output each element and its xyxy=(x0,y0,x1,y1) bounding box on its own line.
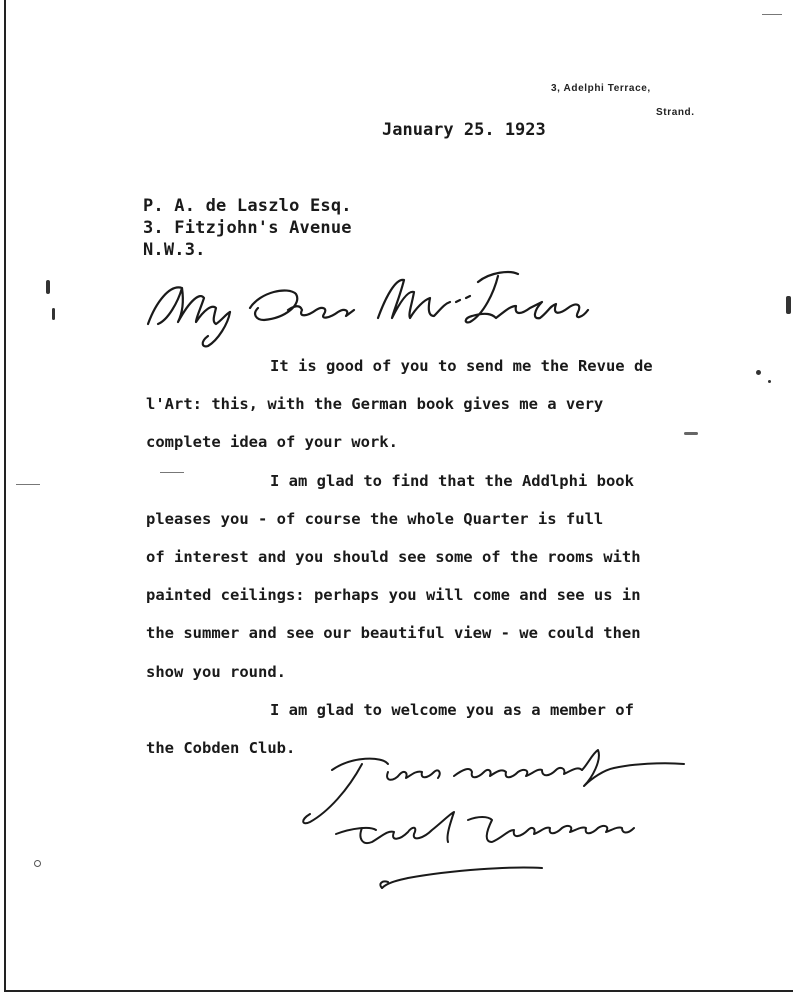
handwritten-signature xyxy=(292,742,712,902)
scan-speck xyxy=(756,370,761,375)
body-line: painted ceilings: perhaps you will come and see us in xyxy=(146,586,641,605)
scan-speck xyxy=(762,14,782,15)
body-line: complete idea of your work. xyxy=(146,433,398,452)
letterhead-address-line: 3, Adelphi Terrace, xyxy=(551,83,651,94)
paragraph xyxy=(146,462,766,691)
scan-speck xyxy=(46,280,50,294)
scan-speck xyxy=(52,308,55,320)
handwritten-salutation xyxy=(138,262,598,352)
recipient-street: 3. Fitzjohn's Avenue xyxy=(143,218,352,238)
recipient-district: N.W.3. xyxy=(143,240,206,260)
body-line: show you round. xyxy=(146,662,286,681)
body-line: of interest and you should see some of the rooms with xyxy=(146,548,641,567)
recipient-name: P. A. de Laszlo Esq. xyxy=(143,196,352,216)
scan-speck xyxy=(16,484,40,485)
scan-speck xyxy=(160,472,184,473)
letter-date: January 25. 1923 xyxy=(382,120,546,140)
body-line: It is good of you to send me the Revue de xyxy=(270,357,653,375)
body-line: the Cobden Club. xyxy=(146,739,296,758)
body-line: I am glad to welcome you as a member of xyxy=(270,700,634,719)
paragraph xyxy=(146,347,766,462)
scan-speck xyxy=(34,860,41,867)
letterhead-street-line: Strand. xyxy=(656,107,695,118)
scan-speck xyxy=(768,380,771,383)
page-edge-left xyxy=(4,0,6,990)
body-line: l'Art: this, with the German book gives me a very xyxy=(146,395,604,414)
body-line: the summer and see our beautiful view - we could then xyxy=(146,624,641,643)
scan-speck xyxy=(786,296,791,314)
page-edge-bottom xyxy=(4,990,793,992)
body-line: I am glad to find that the Addlphi book xyxy=(270,471,634,490)
letter-body xyxy=(146,347,766,767)
scan-speck xyxy=(684,432,698,435)
body-line: pleases you - of course the whole Quarter is full xyxy=(146,509,604,528)
